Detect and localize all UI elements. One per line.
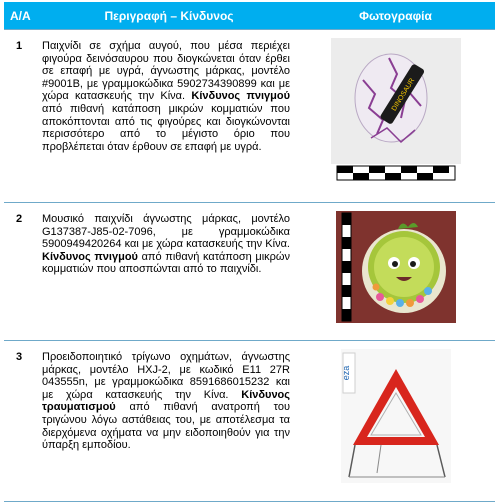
column-header-photo: Φωτογραφία xyxy=(296,2,495,30)
table-row xyxy=(4,341,495,502)
musical-toy-photo xyxy=(336,211,456,323)
description-text: Προειδοποιητικό τρίγωνο οχημάτων, άγνωστης μάρκας, μοντέλο HXJ-2, με κωδικό E11 27R 043555n, με γραμμοκώδικα 8591686015232 και με χώρα κατασκευής την Κίνα. xyxy=(42,351,290,401)
description-text: Μουσικό παιχνίδι άγνωστης μάρκας, μοντέλο G137387-J85-02-7096, με γραμμοκώδικα 5900949420264 και με χώρα κατασκευής την Κίνα. xyxy=(42,213,290,251)
description-text: Παιχνίδι σε σχήμα αυγού, που μέσα περιέχει φιγούρα δεινόσαυρου που διογκώνεται όταν έρθει σε επαφή με υγρά, άγνωστης μάρκας, μοντέλο #9001B, με γραμμοκώδικα 5902734390899 και με χώρα κατασκευής την Κίνα. xyxy=(42,40,290,103)
hazard-text: από πιθανή ανατροπή του τριγώνου λόγω αστάθειας του, με αποτέλεσμα τα διερχόμενα οχήματα να μην ειδοποιηθούν για την ύπαρξη εμποδίου. xyxy=(42,401,290,452)
item-description xyxy=(42,203,296,341)
table-header-row xyxy=(4,2,495,30)
warning-triangle-photo xyxy=(341,349,451,483)
item-number: 1 xyxy=(4,30,42,203)
hazard-label: Κίνδυνος τραυματισμού xyxy=(42,388,290,414)
svg-text:eza: eza xyxy=(340,365,351,381)
table-row xyxy=(4,203,495,341)
dinosaur-egg-toy-photo xyxy=(331,38,461,182)
column-header-description: Περιγραφή – Κίνδυνος xyxy=(42,2,296,30)
table-row xyxy=(4,30,495,203)
hazard-text: από πιθανή κατάποση μικρών κομματιών που αποκόπτονται από τις φιγούρες και διογκώνονται περισσότερο από το μέγιστο όριο που προβλέπεται όταν έρθουν σε επαφή με υγρά. xyxy=(42,102,290,153)
svg-text:DINOSAUR: DINOSAUR xyxy=(390,77,416,113)
hazard-label: Κίνδυνος πνιγμού xyxy=(191,90,291,103)
item-description xyxy=(42,30,296,203)
hazard-text: από πιθανή κατάποση μικρών κομματιών που αποσπώνται από το παιχνίδι. xyxy=(42,250,290,276)
product-recall-table xyxy=(4,2,495,502)
item-photo-cell xyxy=(296,30,495,203)
item-photo-cell xyxy=(296,341,495,502)
item-description xyxy=(42,341,296,502)
hazard-label: Κίνδυνος πνιγμού xyxy=(42,250,138,263)
column-header-number: Α/Α xyxy=(4,2,42,30)
item-number: 2 xyxy=(4,203,42,341)
item-number: 3 xyxy=(4,341,42,502)
item-photo-cell xyxy=(296,203,495,341)
